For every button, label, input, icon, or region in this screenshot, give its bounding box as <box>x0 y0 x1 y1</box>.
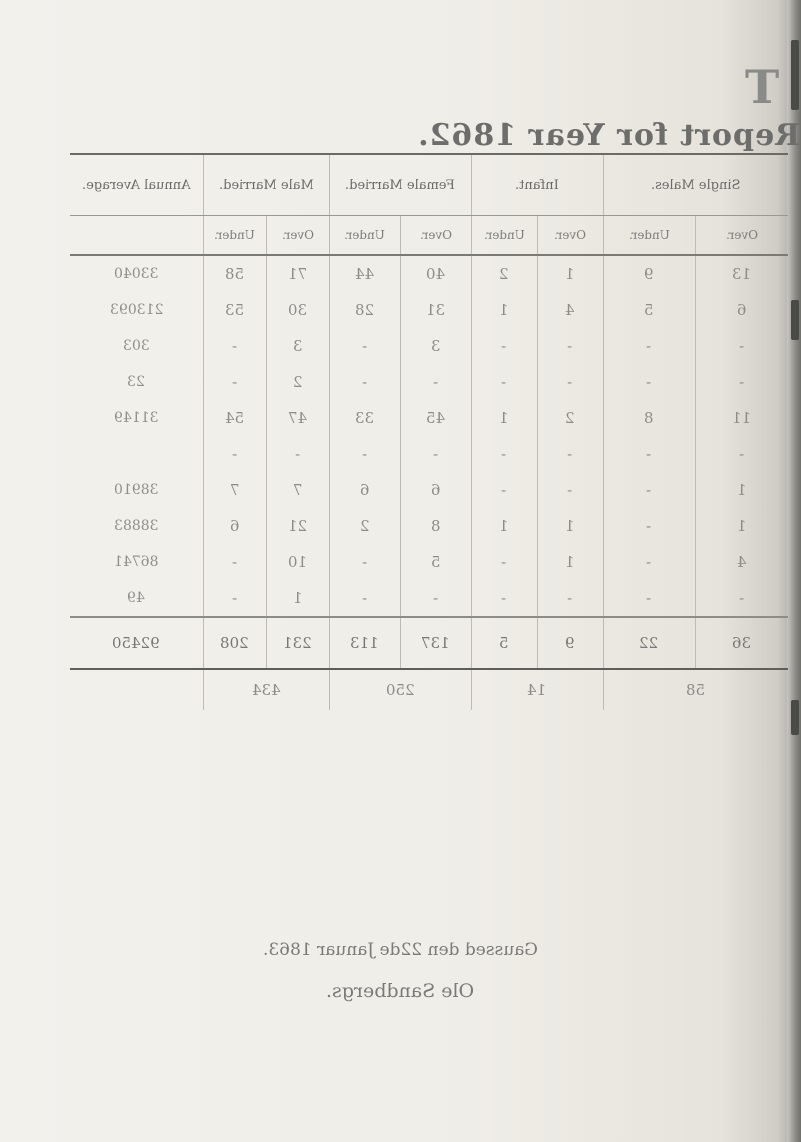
table-cell: 31149 <box>113 410 159 426</box>
table-cell: 1 <box>471 400 537 436</box>
header-cell: Annual Average. <box>70 155 203 216</box>
subheader-cell: Over. <box>400 216 471 256</box>
table-cell: 9 <box>537 617 603 669</box>
table-cell: 3 <box>266 328 329 364</box>
table-cell: - <box>603 328 695 364</box>
table-cell: 58 <box>603 669 788 710</box>
table-cell: 13 <box>695 255 788 292</box>
table-cell: - <box>329 580 400 617</box>
header-cell: Female Married. <box>329 155 471 216</box>
table-cell: 71 <box>266 255 329 292</box>
table-cell: 5 <box>603 292 695 328</box>
table-row <box>70 544 788 580</box>
table-cell <box>70 669 203 710</box>
table-cell: 33 <box>329 400 400 436</box>
table-cell: 434 <box>203 669 329 710</box>
table-cell: - <box>329 328 400 364</box>
table-cell: 36 <box>695 617 788 669</box>
table-cell: - <box>203 544 266 580</box>
table-cell: 303 <box>122 338 150 354</box>
header-cell: Male Married. <box>203 155 329 216</box>
table-cell: 208 <box>203 617 266 669</box>
sums-row <box>70 669 788 710</box>
table-cell: 30 <box>266 292 329 328</box>
table-cell: 54 <box>203 400 266 436</box>
table-cell: 3 <box>400 328 471 364</box>
table-subheader-row <box>70 216 788 256</box>
table-cell: - <box>603 472 695 508</box>
subheader-cell: Over. <box>695 216 788 256</box>
table-cell: - <box>471 436 537 472</box>
table-cell: 6 <box>203 508 266 544</box>
table-cell: - <box>203 580 266 617</box>
table-cell: 23 <box>127 374 146 390</box>
footnote-date: Gaussed den 22de Januar 1863. <box>263 940 538 960</box>
subheader-cell: Under. <box>203 216 266 256</box>
table-cell: - <box>537 436 603 472</box>
table-cell: 38910 <box>113 482 159 498</box>
table-cell: 8 <box>603 400 695 436</box>
table-cell: 44 <box>329 255 400 292</box>
table-cell: 86741 <box>113 554 159 570</box>
table-cell: 28 <box>329 292 400 328</box>
table-cell: 11 <box>695 400 788 436</box>
table-cell: - <box>329 544 400 580</box>
table-cell: - <box>329 436 400 472</box>
table-cell: 137 <box>400 617 471 669</box>
table-cell: 6 <box>329 472 400 508</box>
table-row <box>70 255 788 292</box>
table-cell: 49 <box>127 590 146 606</box>
table-cell: - <box>695 580 788 617</box>
table-cell: 1 <box>537 508 603 544</box>
table-cell: - <box>603 544 695 580</box>
table-cell: - <box>400 580 471 617</box>
table-cell: - <box>695 328 788 364</box>
table-cell: 7 <box>266 472 329 508</box>
table-row <box>70 364 788 400</box>
table-cell: 2 <box>537 400 603 436</box>
table-cell: 1 <box>537 255 603 292</box>
table-cell: 1 <box>695 472 788 508</box>
corner-mark: T <box>745 60 780 114</box>
table-cell <box>70 436 203 472</box>
table-row <box>70 328 788 364</box>
table-row <box>70 580 788 617</box>
subheader-cell: Under. <box>471 216 537 256</box>
table-cell: 38883 <box>113 518 159 534</box>
table-cell: 47 <box>266 400 329 436</box>
table-cell: - <box>400 364 471 400</box>
table-cell: - <box>329 364 400 400</box>
table-cell: 5 <box>400 544 471 580</box>
table-cell: 53 <box>203 292 266 328</box>
table-cell: 1 <box>695 508 788 544</box>
table-cell: 2 <box>471 255 537 292</box>
table-cell: - <box>537 580 603 617</box>
table-row <box>70 508 788 544</box>
page-heading: Report for Year 1862. <box>417 118 800 153</box>
ledger-table <box>70 155 788 710</box>
table-cell: 4 <box>537 292 603 328</box>
table-cell: 10 <box>266 544 329 580</box>
table-cell: - <box>603 436 695 472</box>
table-cell: - <box>537 328 603 364</box>
totals-row <box>70 617 788 669</box>
table-cell: 1 <box>471 508 537 544</box>
table-cell: - <box>203 364 266 400</box>
table-cell: 1 <box>537 544 603 580</box>
table-cell: - <box>695 364 788 400</box>
header-cell: Single Males. <box>603 155 788 216</box>
table-cell: - <box>266 436 329 472</box>
table-cell: 1 <box>266 580 329 617</box>
table-cell: 5 <box>471 617 537 669</box>
table-cell: - <box>471 472 537 508</box>
subheader-cell: Over. <box>537 216 603 256</box>
header-cell: Infant. <box>471 155 603 216</box>
subheader-cell: Under. <box>329 216 400 256</box>
table-cell: - <box>695 436 788 472</box>
footnote-signature: Ole Sandbergs. <box>326 980 475 1002</box>
table-cell: - <box>603 364 695 400</box>
table-row <box>70 292 788 328</box>
table-cell: - <box>471 544 537 580</box>
table-cell: 33040 <box>113 266 159 282</box>
table-cell: 6 <box>400 472 471 508</box>
table-cell: 58 <box>203 255 266 292</box>
table-cell: 113 <box>329 617 400 669</box>
table-cell: - <box>471 364 537 400</box>
table-cell: - <box>400 436 471 472</box>
table-cell: 6 <box>695 292 788 328</box>
table-cell: - <box>471 580 537 617</box>
subheader-cell <box>70 216 203 256</box>
table-cell: 213093 <box>109 302 163 318</box>
table-row <box>70 472 788 508</box>
table-cell: 45 <box>400 400 471 436</box>
table-cell: 14 <box>471 669 603 710</box>
subheader-cell: Under. <box>603 216 695 256</box>
table-cell: 22 <box>603 617 695 669</box>
table-cell: 2 <box>329 508 400 544</box>
table-cell: - <box>471 328 537 364</box>
table-cell: - <box>537 472 603 508</box>
table-header-row <box>70 155 788 216</box>
table-cell: - <box>203 328 266 364</box>
table-cell: 4 <box>695 544 788 580</box>
table-cell: 40 <box>400 255 471 292</box>
page-edge <box>787 0 801 1142</box>
table-cell: 231 <box>266 617 329 669</box>
table-cell: - <box>603 580 695 617</box>
table-cell: 7 <box>203 472 266 508</box>
table-cell: 250 <box>329 669 471 710</box>
table-cell: 31 <box>400 292 471 328</box>
table-cell: 8 <box>400 508 471 544</box>
table-cell: - <box>203 436 266 472</box>
table-cell: 2 <box>266 364 329 400</box>
table-cell: 92450 <box>70 617 203 669</box>
table-cell: - <box>603 508 695 544</box>
table-row <box>70 400 788 436</box>
table-cell: - <box>537 364 603 400</box>
table-cell: 1 <box>471 292 537 328</box>
table-cell: 21 <box>266 508 329 544</box>
subheader-cell: Over. <box>266 216 329 256</box>
table-cell: 9 <box>603 255 695 292</box>
table-row <box>70 436 788 472</box>
